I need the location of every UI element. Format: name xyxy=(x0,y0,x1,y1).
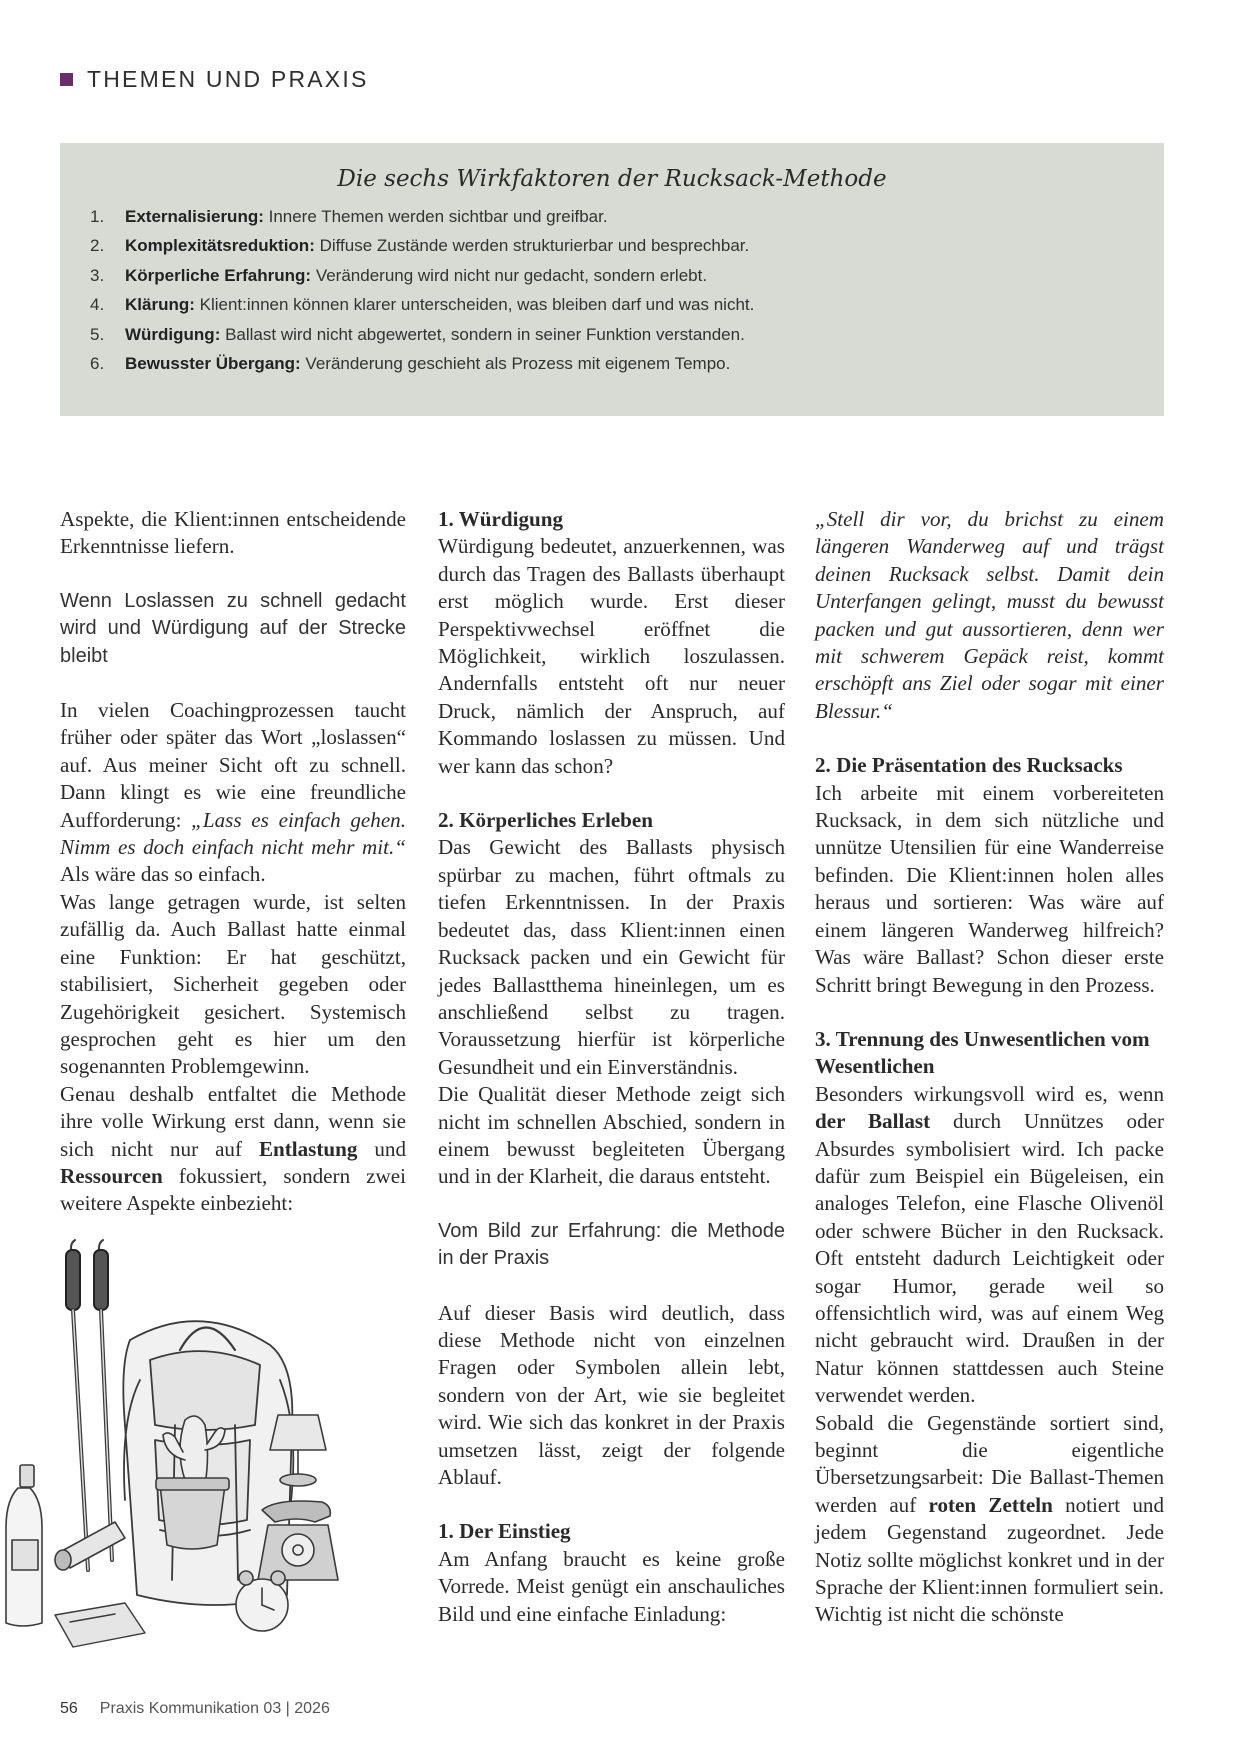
page-number: 56 xyxy=(60,1700,78,1717)
heading: 2. Die Präsentation des Rucksacks xyxy=(815,753,1123,778)
list-term: Komplexitätsreduktion: xyxy=(125,236,315,256)
info-box xyxy=(60,143,1164,416)
package-icon xyxy=(55,1603,145,1647)
paragraph: Das Gewicht des Ballasts physisch spürbar zu machen, führt oftmals zu tiefen Erkenntnissen. In der Praxis bedeutet das, dass Klient:innen einen Rucksack packen und ein Gewicht für jedes Ballastthema hineinlegen, um es anschließend selbst zu tragen. Voraussetzung hierfür ist körperliche Gesundheit und ein Einverständnis. xyxy=(438,835,785,1079)
subheading: Wenn Loslassen zu schnell gedacht wird und Würdigung auf der Strecke bleibt xyxy=(60,589,406,667)
list-text: Veränderung wird nicht nur gedacht, sondern erlebt. xyxy=(311,265,708,285)
paragraph: Aspekte, die Klient:innen entscheidende Erkenntnisse liefern. xyxy=(60,507,406,559)
heading: 2. Körperliches Erleben xyxy=(438,808,654,833)
list-number: 5. xyxy=(90,324,105,344)
list-term: Klärung: xyxy=(125,295,195,315)
subheading: Vom Bild zur Erfahrung: die Methode in der Praxis xyxy=(438,1219,785,1270)
paragraph: Sobald die Gegenstände sortiert sind, beginnt die eigentliche Übersetzungsarbeit: Die Ballast-Themen werden auf roten Zetteln notiert und jedem Gegenstand zugeordnet. Jede Notiz sollte möglichst konkret und in der Sprache der Klient:innen formuliert sein. Wichtig ist nicht die schönste xyxy=(815,1410,1165,1627)
heading: 3. Trennung des Unwesentlichen vom Wesentlichen xyxy=(815,1026,1150,1079)
paragraph: In vielen Coachingprozessen taucht früher oder später das Wort „loslassen“ auf. Aus meiner Sicht oft zu schnell. Dann klingt es wie eine freundliche Aufforderung: „Lass es einfach gehen. Nimm es doch einfach nicht mehr mit.“ Als wäre das so einfach. xyxy=(60,698,407,887)
list-item xyxy=(90,320,1134,349)
list-item xyxy=(90,290,1134,319)
list-item xyxy=(90,202,1134,231)
flashlight-icon xyxy=(55,1522,125,1570)
trekking-poles-icon xyxy=(66,1240,112,1570)
info-box-title: Die sechs Wirkfaktoren der Rucksack-Methode xyxy=(337,166,887,192)
wirkfaktoren-list xyxy=(90,202,1134,378)
backpack-sketch-illustration xyxy=(0,1230,345,1660)
list-term: Bewusster Übergang: xyxy=(125,354,301,374)
list-item xyxy=(90,261,1134,290)
list-number: 3. xyxy=(90,265,105,285)
bottle-icon xyxy=(6,1465,42,1626)
list-number: 6. xyxy=(90,354,105,374)
heading: 1. Würdigung xyxy=(438,507,564,531)
paragraph: Ich arbeite mit einem vorbereiteten Rucksack, in dem sich nützliche und unnütze Utensilien für eine Wanderreise befinden. Die Klient:innen holen alles heraus und sortieren: Was wäre auf einem längeren Wanderweg hilfreich? Was wäre Ballast? Schon dieser erste Schritt bringt Bewegung in den Prozess. xyxy=(815,780,1164,997)
paragraph: Die Qualität dieser Methode zeigt sich nicht im schnellen Abschied, sondern in einem bewusst begleiteten Übergang und in der Klarheit, die daraus entsteht. xyxy=(438,1082,785,1189)
paragraph: Genau deshalb entfaltet die Methode ihre volle Wirkung erst dann, wenn sie sich nicht nur auf Entlastung und Ressourcen fokussiert, sondern zwei weitere Aspekte einbezieht: xyxy=(60,1081,406,1216)
column-1 xyxy=(60,506,406,1218)
paragraph: Würdigung bedeutet, anzuerkennen, was durch das Tragen des Ballasts überhaupt erst möglich wurde. Erst dieser Perspektivwechsel eröffnet die Möglichkeit, wirklich loszulassen. Andernfalls entsteht oft nur neuer Druck, nämlich der Anspruch, auf Kommando loslassen zu müssen. Und wer kann das schon? xyxy=(438,534,785,778)
list-term: Würdigung: xyxy=(125,324,221,344)
paragraph: Was lange getragen wurde, ist selten zufällig da. Auch Ballast hatte einmal eine Funktion: Er hat geschützt, stabilisiert, Sicherheit gegeben oder Zugehörigkeit gesichert. Systemisch gesprochen geht es hier um den sogenannten Problemgewinn. xyxy=(60,889,406,1079)
list-number: 1. xyxy=(90,207,105,226)
list-item xyxy=(90,231,1134,260)
list-item xyxy=(90,349,1134,378)
list-number: 2. xyxy=(90,236,105,256)
page-footer xyxy=(60,1700,330,1718)
list-term: Körperliche Erfahrung: xyxy=(125,265,312,285)
list-text: Klient:innen können klarer unterscheiden, was bleiben darf und was nicht. xyxy=(194,295,755,315)
cactus-icon xyxy=(156,1416,229,1549)
list-text: Ballast wird nicht abgewertet, sondern in seiner Funktion verstanden. xyxy=(220,324,745,344)
section-marker-icon xyxy=(60,73,73,86)
publication-name: Praxis Kommunikation 03 | 2026 xyxy=(99,1700,330,1717)
paragraph: Auf dieser Basis wird deutlich, dass diese Methode nicht von einzelnen Fragen oder Symbolen allein lebt, sondern von der Art, wie sie begleitet wird. Wie sich das konkret in der Praxis umsetzen lässt, zeigt der folgende Ablauf. xyxy=(438,1300,785,1489)
section-header xyxy=(60,66,368,93)
list-text: Diffuse Zustände werden strukturierbar und besprechbar. xyxy=(314,236,750,256)
list-term: Externalisierung: xyxy=(125,207,264,226)
paragraph: Am Anfang braucht es keine große Vorrede. Meist genügt ein anschauliches Bild und eine einfache Einladung: xyxy=(438,1546,785,1626)
list-text: Veränderung geschieht als Prozess mit eigenem Tempo. xyxy=(300,354,731,374)
list-number: 4. xyxy=(90,295,105,315)
list-text: Innere Themen werden sichtbar und greifbar. xyxy=(263,207,608,226)
section-title: THEMEN UND PRAXIS xyxy=(87,66,369,92)
paragraph: Besonders wirkungsvoll wird es, wenn der Ballast durch Unnützes oder Absurdes symbolisiert wird. Ich packe dafür zum Beispiel ein Bügeleisen, ein analoges Telefon, eine Flasche Olivenöl oder schwere Bücher in den Rucksack. Oft entsteht dadurch Leichtigkeit oder sogar Humor, gerade weil so offensichtlich wird, was auf einem Weg nicht gebraucht wird. Draußen in der Natur können stattdessen auch Steine verwendet werden. xyxy=(815,1081,1165,1408)
quote: „Stell dir vor, du brichst zu einem längeren Wanderweg auf und trägst deinen Rucksack selbst. Damit dein Unterfangen gelingt, musst du bewusst packen und gut aussortieren, denn wer mit schwerem Gepäck reist, kommt erschöpft ans Ziel oder sogar mit einer Blessur.“ xyxy=(815,507,1164,723)
column-2 xyxy=(438,506,785,1628)
telephone-icon xyxy=(258,1501,338,1580)
column-3 xyxy=(815,506,1164,1629)
heading: 1. Der Einstieg xyxy=(438,1519,571,1544)
alarm-clock-icon xyxy=(236,1571,288,1631)
